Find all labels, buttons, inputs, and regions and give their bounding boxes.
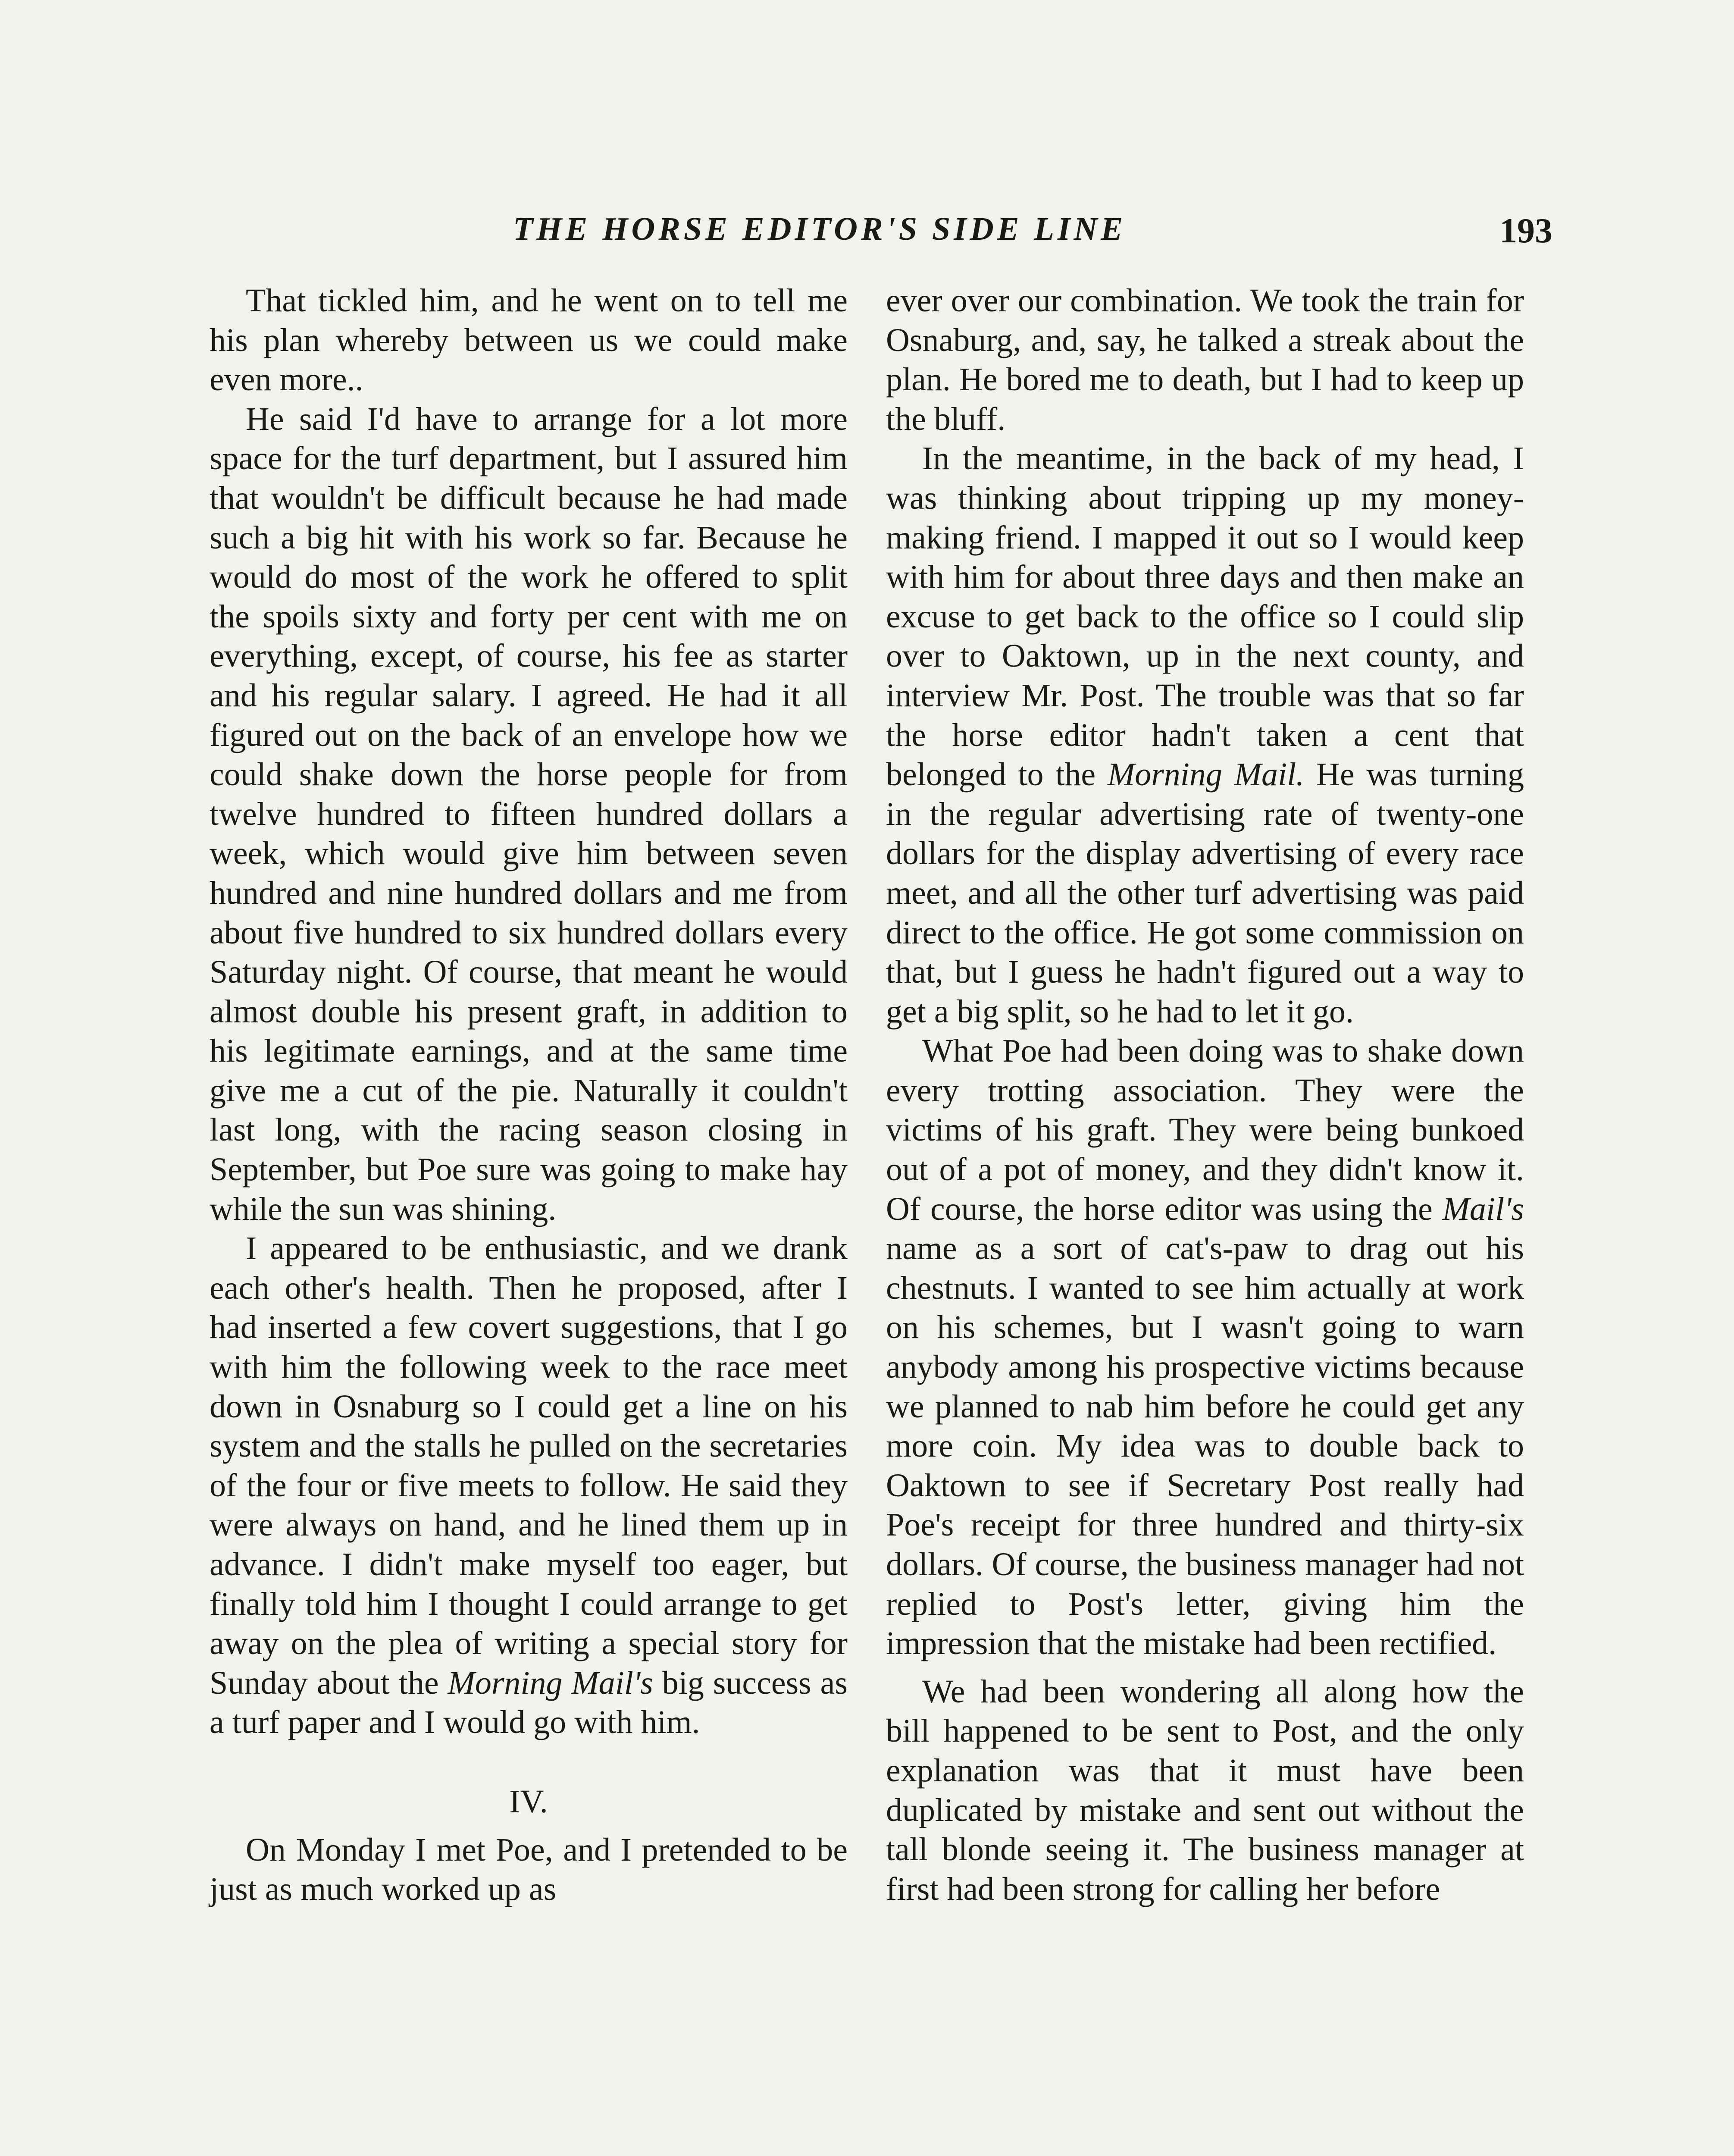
italic-title: Mail's: [1442, 1191, 1524, 1227]
paragraph: [886, 1031, 1524, 1664]
text-run: I appeared to be enthusiastic, and we drank each other's health. Then he proposed, after I had inserted a few covert suggestions, that I go with him the following week to the race meet down in Osnaburg so I could get a line on his system and the stalls he pulled on the secretaries of the four or five meets to follow. He said they were always on hand, and he lined them up in advance. I didn't make myself too eager, but finally told him I thought I could arrange to get away on the plea of writing a special story for Sunday about the: [210, 1230, 848, 1701]
paragraph: That tickled him, and he went on to tell me his plan whereby between us we could make even more..: [210, 282, 848, 398]
paragraph: On Monday I met Poe, and I pretended to be just as much worked up as: [210, 1831, 848, 1908]
right-column: [886, 281, 1524, 1909]
italic-title: Morning Mail's: [448, 1664, 653, 1701]
paragraph: ever over our combination. We took the train for Osnaburg, and, say, he talked a streak about the plan. He bored me to death, but I had to keep up the bluff.: [886, 282, 1524, 437]
text-run: name as a sort of cat's-paw to drag out his chestnuts. I wanted to see him actually at work on his schemes, but I wasn't going to warn anybody among his prospective victims because we planned to nab him before he could get any more coin. My idea was to double back to Oaktown to see if Secretary Post really had Poe's receipt for three hundred and thirty-six dollars. Of course, the business manager had not replied to Post's letter, giving him the impression that the mistake had been rectified.: [886, 1230, 1524, 1662]
text-run: He was turning in the regular advertising rate of twenty-one dollars for the display advertising of every race meet, and all the other turf advertising was paid direct to the office. He got some commission on that, but I guess he hadn't figured out a way to get a big split, so he had to let it go.: [886, 756, 1524, 1030]
text-run: What Poe had been doing was to shake down every trotting association. They were the victims of his graft. They were being bunkoed out of a pot of money, and they didn't know it. Of course, the horse editor was using the: [886, 1033, 1524, 1227]
paragraph: We had been wondering all along how the bill happened to be sent to Post, and the only explanation was that it must have been duplicated by mistake and sent out without the tall blonde seeing it. The business manager at first had been strong for calling her before: [886, 1673, 1524, 1907]
running-title: THE HORSE EDITOR'S SIDE LINE: [513, 211, 1127, 247]
italic-title: Morning Mail.: [1107, 756, 1305, 793]
left-column: [210, 281, 848, 1909]
text-run: big success as a turf paper and I would go with him.: [210, 1664, 848, 1741]
section-heading: IV.: [509, 1783, 548, 1820]
paragraph: [210, 1229, 848, 1742]
text-run: In the meantime, in the back of my head, I was thinking about tripping up my money-making friend. I mapped it out so I would keep with him for about three days and then make an excuse to get back to the office so I could slip over to Oaktown, up in the next county, and interview Mr. Post. The trouble was that so far the horse editor hadn't taken a cent that belonged to the: [886, 440, 1524, 793]
paragraph: He said I'd have to arrange for a lot more space for the turf department, but I assured him that wouldn't be difficult because he had made such a big hit with his work so far. Because he would do most of the work he offered to split the spoils sixty and forty per cent with me on everything, except, of course, his fee as starter and his regular salary. I agreed. He had it all figured out on the back of an envelope how we could shake down the horse people for from twelve hundred to fifteen hundred dollars a week, which would give him between seven hundred and nine hundred dollars and me from about five hundred to six hundred dollars every Saturday night. Of course, that meant he would almost double his present graft, in addition to his legitimate earnings, and at the same time give me a cut of the pie. Naturally it couldn't last long, with the racing season closing in September, but Poe sure was going to make hay while the sun was shining.: [210, 401, 848, 1227]
page-number: 193: [1499, 211, 1552, 250]
paragraph: [886, 439, 1524, 1031]
